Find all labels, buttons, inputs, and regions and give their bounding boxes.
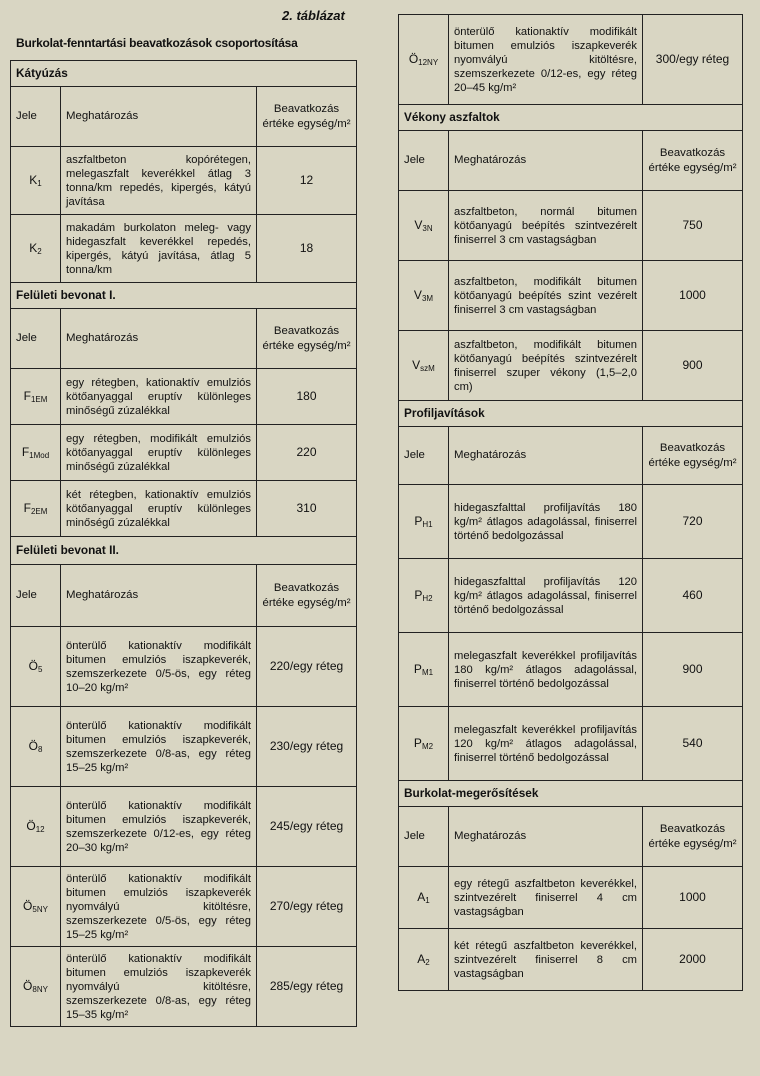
code-subscript: M2 [421, 741, 434, 751]
header-row [11, 87, 357, 147]
header-code: Jele [399, 807, 449, 867]
table-row [399, 331, 743, 401]
table-row [11, 627, 357, 707]
description-cell: önterülő kationaktív modifikált bitumen emulziós iszapkeverék nyomvályú kitöltésre, szemszerkezete 0/5-ös, egy réteg 15–25 kg/m² [61, 867, 257, 947]
code-subscript: 2 [37, 246, 42, 256]
right-table [398, 14, 743, 991]
value-cell: 220/egy réteg [257, 627, 357, 707]
code-letter: P [414, 513, 423, 528]
code-letter: A [417, 889, 426, 904]
code-subscript: 12 [35, 824, 45, 834]
code-cell [11, 215, 61, 283]
code-cell [399, 707, 449, 781]
code-subscript: 2EM [30, 506, 48, 516]
value-cell: 2000 [643, 929, 743, 991]
header-row [399, 427, 743, 485]
left-table [10, 60, 357, 1027]
code-subscript: 8NY [32, 984, 48, 994]
description-cell: aszfaltbeton, modifikált bitumen kötőanyagú beépítés szintvezérelt finiserrel szuper vékony (1,5–2,0 cm) [449, 331, 643, 401]
code-letter: F [23, 388, 31, 403]
table-row [11, 867, 357, 947]
code-letter: V [413, 287, 422, 302]
table-caption: 2. táblázat [282, 8, 345, 23]
code-cell [399, 929, 449, 991]
code-subscript: 1Mod [29, 450, 50, 460]
code-cell [399, 633, 449, 707]
header-value: Beavatkozás értéke egység/m² [257, 309, 357, 369]
section-title-row [399, 105, 743, 131]
code-letter: Ö [26, 818, 36, 833]
section-title: Profiljavítások [399, 401, 743, 427]
code-cell [11, 947, 61, 1027]
header-description: Meghatározás [449, 807, 643, 867]
code-letter: K [29, 172, 38, 187]
section-title-row [11, 283, 357, 309]
table-row [11, 787, 357, 867]
description-cell: önterülő kationaktív modifikált bitumen emulziós iszapkeverék, szemszerkezete 0/12-es, egy réteg 20–30 kg/m² [61, 787, 257, 867]
code-letter: Ö [23, 898, 33, 913]
description-cell: aszfaltbeton, modifikált bitumen kötőanyagú beépítés szint vezérelt finiserrel 3 cm vastagságban [449, 261, 643, 331]
code-subscript: 3N [422, 223, 433, 233]
code-letter: Ö [23, 978, 33, 993]
section-title-row [399, 401, 743, 427]
table-row [399, 261, 743, 331]
code-cell [11, 481, 61, 537]
description-cell: aszfaltbeton, normál bitumen kötőanyagú beépítés szintvezérelt finiserrel 3 cm vastagságban [449, 191, 643, 261]
section-title: Felületi bevonat II. [11, 537, 357, 565]
description-cell: két rétegben, kationaktív emulziós kötőanyaggal eruptív különleges minőségű zúzalékkal [61, 481, 257, 537]
header-value: Beavatkozás értéke egység/m² [257, 565, 357, 627]
section-title: Burkolat-megerősítések [399, 781, 743, 807]
description-cell: önterülő kationaktív modifikált bitumen emulziós iszapkeverék nyomvályú kitöltésre, szemszerkezete 0/12-es, egy réteg 20–45 kg/m² [449, 15, 643, 105]
table-row [11, 947, 357, 1027]
value-cell: 900 [643, 331, 743, 401]
code-cell [11, 369, 61, 425]
table-row [399, 707, 743, 781]
description-cell: melegaszfalt keverékkel profiljavítás 180 kg/m² átlagos adagolással, finiserrel történő bedolgozással [449, 633, 643, 707]
code-cell [399, 559, 449, 633]
description-cell: önterülő kationaktív modifikált bitumen emulziós iszapkeverék, szemszerkezete 0/5-ös, egy réteg 10–20 kg/m² [61, 627, 257, 707]
code-letter: Ö [28, 738, 38, 753]
header-description: Meghatározás [449, 131, 643, 191]
description-cell: önterülő kationaktív modifikált bitumen emulziós iszapkeverék, szemszerkezete 0/8-as, egy réteg 15–25 kg/m² [61, 707, 257, 787]
code-cell [399, 485, 449, 559]
value-cell: 220 [257, 425, 357, 481]
code-subscript: 2 [425, 957, 430, 967]
value-cell: 270/egy réteg [257, 867, 357, 947]
description-cell: hidegaszfalttal profiljavítás 180 kg/m² átlagos adagolással, finiserrel történő bedolgozással [449, 485, 643, 559]
code-cell [11, 787, 61, 867]
table-row [11, 147, 357, 215]
code-letter: Ö [28, 658, 38, 673]
document-title: Burkolat-fenntartási beavatkozások csoportosítása [16, 36, 298, 50]
value-cell: 750 [643, 191, 743, 261]
code-letter: P [413, 661, 422, 676]
description-cell: hidegaszfalttal profiljavítás 120 kg/m² átlagos adagolással, finiserrel történő bedolgozással [449, 559, 643, 633]
code-cell [11, 147, 61, 215]
description-cell: önterülő kationaktív modifikált bitumen emulziós iszapkeverék nyomvályú kitöltésre, szemszerkezete 0/8-as, egy réteg 15–35 kg/m² [61, 947, 257, 1027]
code-cell [11, 627, 61, 707]
value-cell: 460 [643, 559, 743, 633]
code-letter: A [417, 951, 426, 966]
table-row [11, 369, 357, 425]
value-cell: 245/egy réteg [257, 787, 357, 867]
header-value: Beavatkozás értéke egység/m² [257, 87, 357, 147]
header-row [399, 131, 743, 191]
code-cell [11, 867, 61, 947]
table-row [399, 867, 743, 929]
header-value: Beavatkozás értéke egység/m² [643, 807, 743, 867]
code-subscript: 1 [425, 895, 430, 905]
code-cell [399, 191, 449, 261]
code-subscript: 5 [37, 664, 43, 674]
header-value: Beavatkozás értéke egység/m² [643, 131, 743, 191]
code-letter: F [21, 444, 30, 459]
header-code: Jele [399, 427, 449, 485]
table-row [399, 929, 743, 991]
code-cell [11, 425, 61, 481]
code-letter: K [29, 240, 38, 255]
code-subscript: 8 [37, 744, 43, 754]
header-description: Meghatározás [61, 565, 257, 627]
value-cell: 1000 [643, 867, 743, 929]
code-cell [11, 707, 61, 787]
value-cell: 180 [257, 369, 357, 425]
code-subscript: 1 [37, 178, 42, 188]
value-cell: 900 [643, 633, 743, 707]
table-row [11, 481, 357, 537]
code-letter: P [414, 587, 423, 602]
section-title-row [11, 61, 357, 87]
code-subscript: M1 [421, 667, 434, 677]
code-subscript: H1 [422, 519, 433, 529]
code-subscript: 12NY [418, 57, 439, 67]
code-letter: V [412, 357, 421, 372]
table-row [399, 559, 743, 633]
header-code: Jele [11, 309, 61, 369]
section-title: Vékony aszfaltok [399, 105, 743, 131]
value-cell: 300/egy réteg [643, 15, 743, 105]
code-subscript: H2 [422, 593, 433, 603]
header-code: Jele [399, 131, 449, 191]
section-title-row [11, 537, 357, 565]
header-code: Jele [11, 565, 61, 627]
description-cell: aszfaltbeton kopórétegen, melegaszfalt keverékkel átlag 3 tonna/km repedés, kipergés, kátyú javítása [61, 147, 257, 215]
header-description: Meghatározás [449, 427, 643, 485]
section-title-row [399, 781, 743, 807]
code-subscript: 1EM [30, 394, 48, 404]
value-cell: 310 [257, 481, 357, 537]
value-cell: 18 [257, 215, 357, 283]
table-row [399, 633, 743, 707]
header-value: Beavatkozás értéke egység/m² [643, 427, 743, 485]
code-cell [399, 331, 449, 401]
code-letter: F [23, 500, 31, 515]
header-row [11, 309, 357, 369]
table-row [399, 191, 743, 261]
value-cell: 720 [643, 485, 743, 559]
table-row [399, 15, 743, 105]
table-row [11, 425, 357, 481]
description-cell: melegaszfalt keverékkel profiljavítás 120 kg/m² átlagos adagolással, finiserrel történő bedolgozással [449, 707, 643, 781]
section-title: Felületi bevonat I. [11, 283, 357, 309]
header-description: Meghatározás [61, 309, 257, 369]
description-cell: egy rétegben, kationaktív emulziós kötőanyaggal eruptív különleges minőségű zúzalékkal [61, 369, 257, 425]
header-code: Jele [11, 87, 61, 147]
table-row [399, 485, 743, 559]
code-subscript: 5NY [32, 904, 48, 914]
table-row [11, 707, 357, 787]
code-cell [399, 15, 449, 105]
code-subscript: 3M [421, 293, 434, 303]
header-row [399, 807, 743, 867]
value-cell: 230/egy réteg [257, 707, 357, 787]
code-letter: P [413, 735, 422, 750]
right-column [398, 14, 742, 991]
description-cell: két rétegű aszfaltbeton keverékkel, szintvezérelt finiserrel 8 cm vastagságban [449, 929, 643, 991]
value-cell: 12 [257, 147, 357, 215]
value-cell: 540 [643, 707, 743, 781]
code-subscript: szM [420, 363, 435, 373]
code-cell [399, 867, 449, 929]
table-row [11, 215, 357, 283]
left-column [10, 60, 356, 1027]
description-cell: egy rétegű aszfaltbeton keverékkel, szintvezérelt finiserrel 4 cm vastagságban [449, 867, 643, 929]
description-cell: egy rétegben, modifikált emulziós kötőanyaggal eruptív különleges minőségű zúzalékkal [61, 425, 257, 481]
value-cell: 1000 [643, 261, 743, 331]
code-cell [399, 261, 449, 331]
section-title: Kátyúzás [11, 61, 357, 87]
header-description: Meghatározás [61, 87, 257, 147]
value-cell: 285/egy réteg [257, 947, 357, 1027]
code-letter: V [414, 217, 423, 232]
description-cell: makadám burkolaton meleg- vagy hidegaszfalt keverékkel repedés, kipergés, kátyú javítása, átlag 5 tonna/km [61, 215, 257, 283]
code-letter: Ö [408, 51, 419, 66]
header-row [11, 565, 357, 627]
